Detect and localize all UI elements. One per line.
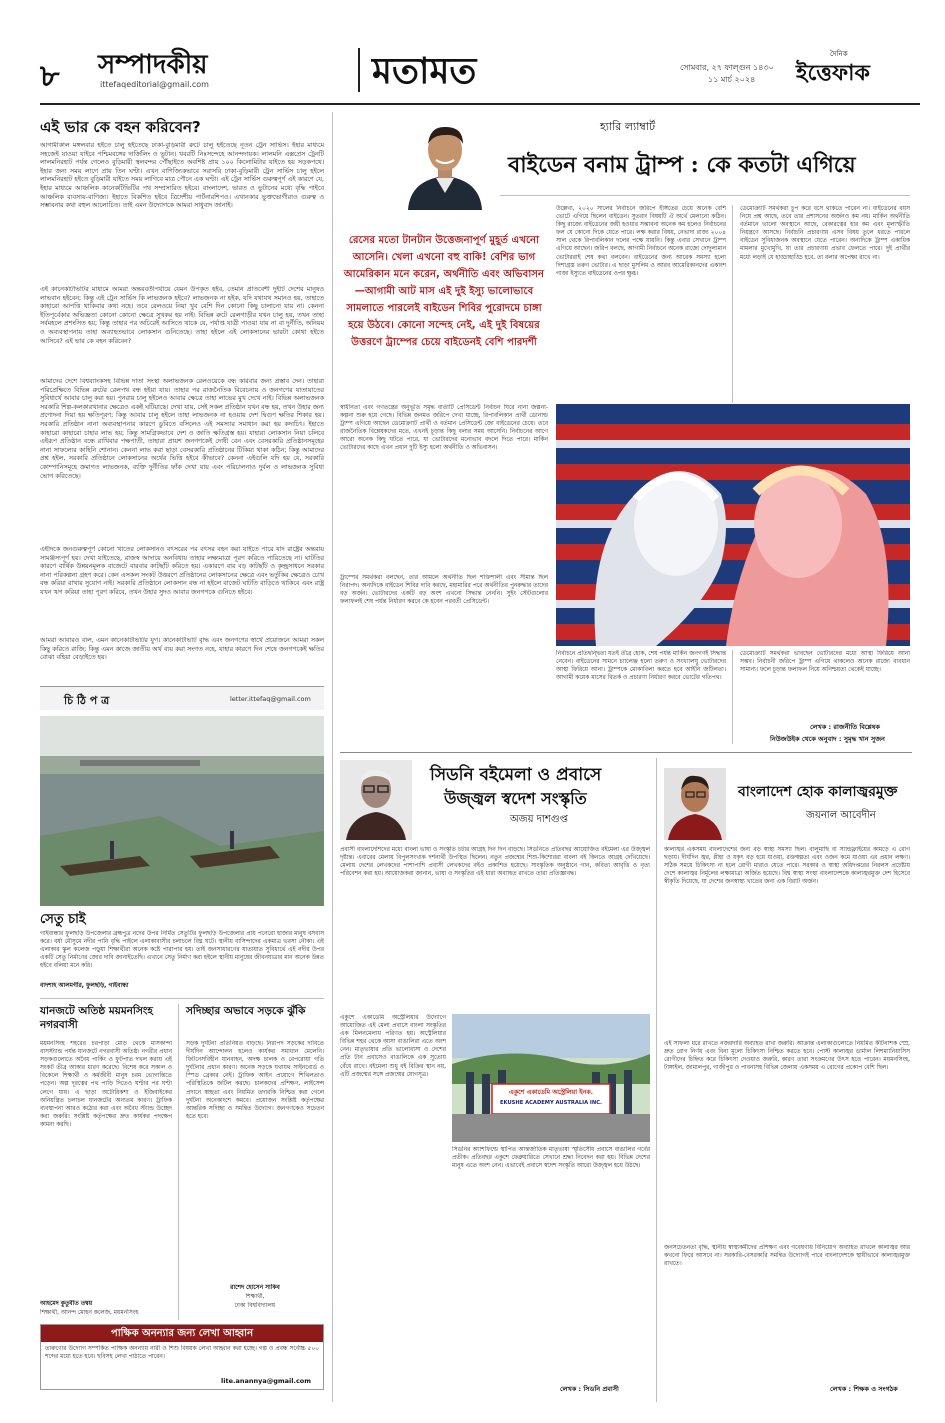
- main-col-2: ডেমোক্র্যাট সমর্থকরা চুপ করে বসে থাকতে পারেন না। বাইডেনের বয়স নিয়ে প্রশ্ন আছে, তবে তার প্রশাসনের অর্জনও কম নয়। মার্কিন অর্থনীতি বর্তমানে ভালো অবস্থানে আছে, বেকারত্বের হার কম এবং মূল্যস্ফীতি নিয়ন্ত্রণে আসছে। নির্বাচনি প্রচারণায় এসব বিষয় তুলে ধরতে পারলে বাইডেন সুবিধাজনক অবস্থানে যেতে পারেন। অন্যদিকে ট্রাম্প একাধিক মামলার মুখোমুখি, যা তার প্রচারণায় প্রভাব ফেলতে পারে। দুই প্রার্থীর মধ্যে লড়াই যে হাড্ডাহাড্ডি হবে, তা বলার অপেক্ষা রাখে না।: [740, 206, 910, 261]
- letters-header: [40, 686, 324, 710]
- letters-column-rule: [178, 1004, 179, 1320]
- kalazar-title: বাংলাদেশ হোক কালাজ্বরমুক্ত: [738, 784, 898, 800]
- editorial-paragraph-3: আমাদের দেশে বিশ্বব্যাংকসহ বিভিন্ন দাতা সংস্থা অলাভজনক রেলওয়েকে বন্ধ করিবার জন্য প্রস্তাব দেন। তাহারা পরিপ্রেক্ষিতে বিভিন্ন রুটের রেলপথ বন্ধ হইয়া যায়। তাহার পর রাজনৈতিক বিবেচনায় ও জনগণের যাতায়াতের সুবিধার্থে আবার চালু করা হয়। পুনরায় চালু হইলেও আবার ক্ষেত্রে তাহা লাভের মুখ দেখে নাই। বিভিন্ন অলাভজনক সরকারি শিল্প-কলকারখানার ক্ষেত্রেও একই ঘটিয়াছে। দেখা যায়, সেই সকল প্রতিষ্ঠান যখন বন্ধ হয়, তখন উহার জন্য প্রণোদনা দিয়া হয় ক্ষতিপূরণ; কিন্তু আবার চালু হইলে তাহা লাভজনক না হওয়ায় দেশ দ্বিগুণ ক্ষতির শিকার হয়। সরকারি প্রতিষ্ঠান নানা অব্যবস্থাপনার কারণে ডুবিতে বসিলেও এই সমস্যার সমাধান করা হয় কদাচিৎ। ইহাতে কাহারো কাহারো চাহার লাভ হয়; কিন্তু সামগ্রিকভাবে দেশ ও জাতি ক্ষতিগ্রস্ত হয়। যাহারা লোকসান নিয়া চলিবে এইরূপ প্রতিষ্ঠান বন্ধে রাখিবার পক্ষপাতী, তাহারা প্রায়শ জনগণকেই দোষী বেন এবং বেসরকারি প্রতিষ্ঠানসমূহের নানা সাফল্যের কাহিনি শোনান। কেননা লাভ করা ছাড়া বেসরকারি প্রতিষ্ঠানের টিকিয়া থাকা কঠিন; কিন্তু আমাদের প্রশ্ন হইল, সরকারি প্রতিষ্ঠানে লোকসানের অর্থের ভিত্তি হইবে কীভাবে? কেননা এইগুলি যদি হয় যে, সরকারি কোম্পানিসমূহে ক্রমাগত লাভজনক, ব্যক্তি দুর্নীতির ফাঁক দেখা যায় এবং পরিচালনাও দুর্বল ও লাভজনক সুবিধা ভোগ করিতেছে।: [40, 378, 324, 480]
- letter-2-body: ময়মনসিংহ শহরের চরপাড়া মোড় থেকে মাসকান্দা বাসস্ট্যান্ড পর্যন্ত যানজটে নগরবাসী অতিষ্ঠ। নগরীর প্রধান সড়কগুলোতে অবৈধ পার্কিং ও ফুটপাত দখল করায় এই সংকট তীব্র আকার ধারণ করেছে। বিশেষ করে সকাল ও বিকেলে শিক্ষার্থী ও কর্মজীবী মানুষ চরম ভোগান্তিতে পড়েন। অল্প দূরত্বের পথ পাড়ি দিতেও ঘণ্টার পর ঘণ্টা লেগে যায়। এ ছাড়া অটোরিকশা ও ইজিবাইকের অনিয়ন্ত্রিত চলাচল যানজটের অন্যতম কারণ। ট্রাফিক ব্যবস্থাপনা আরও কঠোর করা এবং অবৈধ স্ট্যান্ড উচ্ছেদ করা জরুরি। সংশ্লিষ্ট কর্তৃপক্ষের দ্রুত কার্যকর পদক্ষেপ কামনা করছি।: [40, 1041, 172, 1128]
- editorial-email[interactable]: ittefaqeditorial@gmail.com: [100, 80, 209, 89]
- letters-email[interactable]: letter.ittefaq@gmail.com: [230, 695, 311, 703]
- editorial-paragraph-4: এইদিকে জনগুরুত্বপূর্ণ কোনো খাতের লোকসানও বৎসরের পর বৎসর বহন করা যাইতে পারে যদি রাষ্ট্রের অন্তরায় সামঞ্জস্যপূর্ণ হয়। দেখা যাইতেছে, রাজস্ব আদায়ে অনবিধায় তাহার লক্ষ্যমাত্রা পূরণ করিতে পারিতেছে না। ঘাটতির কারণে বার্ষিক উন্নয়নমূলক বাজেটে বারবার কাটছাঁট করিতে হয়। একারণে বার বড় কাটছাঁট ও কৃচ্ছ্রসাধনে সরকার নানা পরিকল্পনা গ্রহণ করে। কেন এসকল সংকট উত্তরণে প্রতিষ্ঠানের লোকসানের ক্ষেত্রে এবং ভর্তুকির ক্ষেত্রেও চোখ বন্ধ করিয়া রাখার সুযোগ নাই। সরকারি প্রতিষ্ঠানে লোকসান বন্ধ না হইলে বাজেট ঘাটতি বাড়িতে থাকিবে এবং রাষ্ট্র যখন ঋণ করিয়া তাহা পূরণ করিবে, তখন উহার সুদও আবার জনগণকে গুনিতে হইবে।: [40, 546, 324, 596]
- masthead-small: দৈনিক: [830, 50, 848, 58]
- notice-title: পাক্ষিক অনন্যার জন্য লেখা আহ্বান: [41, 1325, 323, 1342]
- sydney-col-3: সিডনির অ্যাশফিল্ডে স্থাপিত আন্তর্জাতিক মাতৃভাষা স্মৃতিসৌধ প্রবাসে বাঙালির গর্বের প্রতীক। প্রতিবছর একুশে ফেব্রুয়ারিতে সেখানে শ্রদ্ধা নিবেদন করা হয়। বিভিন্ন দেশের মানুষ এতে অংশ নেন। এভাবেই প্রবাসে স্বদেশ সংস্কৃতি আরো উজ্জ্বল হয়ে উঠছে।: [452, 1147, 650, 1170]
- sydney-author: অজয় দাশগুপ্ত: [510, 814, 568, 825]
- editorial-paragraph-5: আমরা আবারও বলি, এমন কানেকটিভিটির যুগ। কানেকটিভিটি বৃদ্ধি এবং জনগণের স্বার্থে প্রয়োজনে আমরা সকল কিছু করিতে রাজি; কিন্তু এমন কাজে জাতীয় অর্থ ব্যয় করা সংগত নহে, যাহার কারণে দিন শেষে জনগণকেই ক্ষতির বোঝা বহিয়া বেড়াইতে হয়।: [40, 637, 324, 662]
- kalazar-byline: লেখক : শিক্ষক ও সংগঠক: [830, 1385, 898, 1393]
- date-line-1: সোমবার, ২৭ ফাল্গুন ১৪৩০: [680, 63, 774, 72]
- river-boat-photo: [40, 716, 324, 906]
- header-rule: [40, 103, 920, 105]
- editorial-paragraph-1: আগামীকাল মঙ্গলবার হইতে চালু হইতেছে ঢাকা-বুড়িমারী রুটে চালু হইতেছে নূতন ট্রেন সার্ভিস। ইহার মাধ্যমে সহজেই যাওয়া যাইবে পশ্চিমবঙ্গের দার্জিলিং ও ভুটান। খবরটি নিঃসন্দেহে আনন্দদায়ক। লালমনি এক্সপ্রেস ট্রেনটি লালমনিরহাট পর্যন্ত গেলেও বুড়িমারী স্থলবন্দর পৌঁছাইতে অবশিষ্ট প্রায় ১০০ কিলোমিটার যাইতে হয় সড়কপথে। ইহার জন্য সময় লাগে প্রায় তিন ঘণ্টা। এখন বাণিজ্যিকভাবে সরাসরি ঢাকা-বুড়িমারী ট্রেন সার্ভিস চালু হইলে লালমনিরহাট হইতে বুড়িমারী যাইতে সময় লাগিবে মাত্র পৌনে এক ঘণ্টা। এই ট্রেন সার্ভিস গুরুত্বপূর্ণ এই কারণে যে, ইহার মাধ্যমে আঞ্চলিক কানেকটিভিটির পথ সম্প্রসারিত হইবে। বাংলাদেশ, ভারত ও ভুটানের মধ্যে বৃদ্ধি পাইবে আঞ্চলিক ব্যবসায়-বাণিজ্য। ইহাতে বিকশিত হইবে ত্রিদেশীয় পার্টনারশিপও। এখানকার ভুক্তভোগীরাও গুরুত্ব ও সম্ভাবনার কথা বহুল আলোচিত। তাই এমন উদ্যোগকে আমরা সাধুবাদ জানাই।: [40, 142, 324, 210]
- sydney-title-2: উজ্জ্বল স্বদেশ সংস্কৃতি: [444, 789, 587, 808]
- kalazar-author: জয়নাল আবেদীন: [806, 810, 876, 821]
- author-top-name: হ্যারি ল্যাম্বার্ট: [600, 120, 656, 133]
- letter-3-signature-detail: শিক্ষার্থী,: [245, 1294, 265, 1300]
- banner-english: EKUSHE ACADEMY AUSTRALIA INC.: [500, 1100, 602, 1106]
- main-col-rule-2: [732, 650, 733, 744]
- header-divider: [358, 48, 360, 92]
- sydney-kalazar-rule: [656, 758, 657, 1402]
- sydney-byline: লেখক : সিডনি প্রবাসী: [560, 1385, 619, 1393]
- section-title: সম্পাদকীয়: [98, 50, 208, 80]
- page-header: [40, 40, 920, 102]
- sydney-col-2: একুশে একাডেমি অস্ট্রেলিয়ার উদ্যোগে আয়োজিত এই মেলা প্রবাসে বাংলা সংস্কৃতির এক মিলনমেলায় পরিণত হয়। অস্ট্রেলিয়ার বিভিন্ন শহর থেকে আসা বাঙালিরা এতে অংশ নেন। মাতৃভাষার প্রতি ভালোবাসা ও দেশের প্রতি টান প্রবাসেও বাঙালিকে এক সুতোয় বেঁধে রাখে। বইমেলা শুধু বই বিক্রির স্থান নয়, এটি প্রজন্মের সঙ্গে প্রজন্মের যোগসূত্র।: [340, 1015, 446, 1078]
- anannya-notice: [40, 1324, 324, 1390]
- kalazar-author-photo: [664, 768, 726, 840]
- ekushe-academy-photo: [452, 1014, 650, 1142]
- kalazar-body-2: এই সাফল্য ধরে রাখতে নজরদারি অব্যাহত রাখা জরুরি। আক্রান্ত এলাকাগুলোতে নিয়মিত কীটনাশক স্প্রে, দ্রুত রোগ নির্ণয় এবং বিনা মূল্যে চিকিৎসা নিশ্চিত করতে হবে। পোস্ট কালাজ্বর ডার্মাল লিশম্যানিয়াসিস রোগীদের চিহ্নিত করে চিকিৎসা দেওয়াও জরুরি, কারণ তারা সংক্রমণের উৎস হতে পারেন। ময়মনসিংহ, টাঙ্গাইল, জামালপুর, গাজীপুর ও পাবনাসহ বিভিন্ন জেলায় একসময় এ রোগের প্রকোপ বেশি ছিল।: [664, 1041, 910, 1072]
- page-number: ৮: [40, 59, 60, 94]
- biden-trump-image: [556, 404, 910, 646]
- main-col-rule-1: [732, 205, 733, 403]
- banner-bangla: একুশে একাডেমি অস্ট্রেলিয়া ইনক.: [508, 1089, 594, 1096]
- sydney-author-photo: [340, 760, 412, 840]
- notice-body: তারুণ্যের উদ্যোগ সম্পর্কিত পাক্ষিক অনন্যায় নারী ও শিশু বিষয়ক লেখা আহ্বান করা হচ্ছে। গল্প ও প্রবন্ধ সর্বোচ্চ ৫০০ শব্দের মধ্যে হতে হবে। ছবিসহ লেখা পাঠাতে পারেন।: [45, 1346, 319, 1361]
- masthead-logo: ইত্তেফাক: [796, 60, 870, 86]
- main-col-1: উল্লেখ্য, ২০২০ সালের নির্বাচনে জরিপে ইঙ্গিতের চেয়ে অনেক বেশি ভোটে এগিয়ে ছিলেন বাইডেন। সুতরাং বিষয়টি ঐ অর্থে মেলানো কঠিন। কিছু রাজ্যে বাইডেনের জয়ী হওয়ার সম্ভাবনা অনেক কম হলেও নির্বাচনের ফল যে কোনো দিকে যেতে পারে। লক্ষ করার বিষয়, নেভাদা রাজ্য ২০০৪ সাল থেকে রিপাবলিকান দলের পক্ষে যায়নি। কিন্তু এবার সেখানে ট্রাম্প এগিয়ে আছেন। জরিপ বলছে, আগামী নির্বাচনে অনেক রাজ্যে দোদুল্যমান ভোটাররাই শেষ কথা বলবেন। বাইডেনের জন্য আরেক সমস্যা হলো দিশাগ্রস্ত তরুণ ভোটার। এ ছাড়া মুসলিম ও আরব আমেরিকানদের একাংশ গাজা ইস্যুতে বাইডেনের ওপর ক্ষুব্ধ।: [556, 206, 726, 277]
- letter-1-body: গাইবান্ধার ফুলছড়ি উপজেলার ব্রহ্মপুত্র নদের উপর নির্মিত সেতুটির ফুলছড়ি উপজেলার প্রায় পনেরো হাজার মানুষ বসবাস করে। বর্ষা মৌসুমে নদীর পানি বৃদ্ধি পাইলে এলাকাবাসীর চলাচলে বিঘ্ন ঘটে। স্থানীয় বাসিন্দাদের একমাত্র ভরসা নৌকা। এই এলাকার স্কুল কলেজ পড়ুয়া শিক্ষার্থীরা অনেক কষ্টে পারাপার হয়। তাই জনসাধারণের যাতায়াত সুবিধার্থে এই নদীর উপর একটি সেতু নির্মাণের জোর দাবি জানাইতেছি। এখানে সেতু নির্মাণ করা হইলে স্থানীয় মানুষের জীবনযাত্রার মান অনেক উন্নত হইবে বলিয়া মনে করি।: [40, 931, 324, 970]
- mid-page-rule: [340, 752, 912, 753]
- main-byline-role: লেখক : রাজনীতি বিশ্লেষক: [810, 723, 880, 731]
- letters-divider: [40, 998, 324, 999]
- editorial-paragraph-2: এই কানেকটিভিটির মাধ্যমে আমরা অন্তরবর্তীপর্যায়ে যেমন উপকৃত হইব, তেমনি প্রতিবেশী দুইটি দেশের মানুষও লাভবান হইবেন; কিন্তু এই ট্রেন সার্ভিস কি লাভজনক হইবে? লাভজনক না হইক, যদি যথাযথ সমানও হয়, তাহাতে কাহারো আপত্তি থাকিবার কথা নহে। তবে রেলওয়ে নিয়া খুব বেশি দিন কোনো কিছু চালানো যায় না। কেননা ইতিপূর্বেকার অভিজ্ঞতা কোনো কোনো ক্ষেত্রে সুখকর হয় নাই। বিভিন্ন রুটে রেলগাড়ীর যখন চালু হয়, তখন তাহা সর্বমহলে প্রশংসিত হয়; কিন্তু তাহার পর অচিরেই আসিতে থাকে যে, পর্যাপ্ত যাত্রী পাওয়া যায় না বা দুর্নীতি, অনিয়ম ও অব্যবস্থাপনায় তাহা অব্যাহতভাবে লোকসান গুনিতেছে। তাহা হইলে এই লোকসানের ভারটা কোথা হইতে আসিবে? এই ভার কে বহন করিবেন?: [40, 286, 324, 345]
- main-col-4: নির্বাচনে প্রতিদ্বন্দ্বিতা যতই তীব্র হোক, শেষ পর্যন্ত মার্কিন জনগণই সিদ্ধান্ত নেবেন। বাইডেনের সামনে চ্যালেঞ্জ হলো তরুণ ও সংখ্যালঘু ভোটারদের আস্থা ফিরিয়ে আনা। ট্রাম্পকে মোকাবিলা করতে হবে আইনি জটিলতা। আগামী কয়েক মাসের বিতর্ক ও প্রচারণা নির্ধারণ করবে ভোটের গতিপথ।: [556, 651, 726, 682]
- letter-2-signature: আহমেদ কুতুবীত তম্বয়: [40, 1301, 93, 1307]
- letter-3-title: সদিচ্ছার অভাবে সড়কে ঝুঁকি: [186, 1005, 306, 1017]
- letters-title: চি ঠি প ত্র: [64, 694, 110, 707]
- kalazar-body-3: জনসচেতনতা বৃদ্ধি, স্থানীয় স্বাস্থ্যকর্মীদের প্রশিক্ষণ এবং গবেষণায় বিনিয়োগ অব্যাহত রাখলে কালাজ্বর আর কখনো ফিরে আসবে না। সরকারি-বেসরকারি সমন্বিত উদ্যোগই পারে বাংলাদেশকে স্থায়ীভাবে কালাজ্বরমুক্ত রাখতে।: [664, 1245, 910, 1268]
- kalazar-body-1: কালাজ্বর একসময় বাংলাদেশের জন্য বড় স্বাস্থ্য সমস্যা ছিল। বালুমাছি বা স্যান্ডফ্লাইয়ের কামড়ে এ রোগ ছড়ায়। দীর্ঘদিন জ্বর, প্লীহা ও যকৃৎ বড় হয়ে যাওয়া, রক্তস্বল্পতা এবং ওজন কমে যাওয়া এর প্রধান লক্ষণ। সঠিক সময়ে চিকিৎসা না হলে রোগী মারাও যেতে পারে। সরকার ও স্বাস্থ্য অধিদপ্তরের নিরলস প্রচেষ্টায় দেশে কালাজ্বর নির্মূলের লক্ষ্যমাত্রা অর্জিত হয়েছে। বিশ্ব স্বাস্থ্য সংস্থা বাংলাদেশকে কালাজ্বরমুক্ত দেশ হিসেবে স্বীকৃতি দিয়েছে, যা দেশের জনস্বাস্থ্য খাতের জন্য এক বিরাট অর্জন।: [664, 847, 910, 886]
- letter-2-title: যানজটে অতিষ্ঠ ময়মনসিংহ নগরবাসী: [40, 1005, 153, 1031]
- pull-quote: রেসের মতো টানটান উত্তেজনাপূর্ণ মুহূর্ত এখনো আসেনি। খেলা এখনো বহু বাকি! বেশির ভাগ আমেরিকান মনে করেন, অর্থনীতি এবং অভিবাসন—আগামী আট মাস এই দুই ইস্যু ভালোভাবে সামলাতে পারলেই বাইডেন শিবির পুরোদমে চাঙ্গা হয়ে উঠবে। কোনো সন্দেহ নেই, এই দুই বিষয়ের উত্তরণে ট্রাম্পের চেয়ে বাইডেনই বেশি পারদর্শী: [343, 235, 545, 348]
- notice-email[interactable]: lite.anannya@gmail.com: [221, 1377, 312, 1385]
- opinion-title: মতামত: [372, 50, 477, 92]
- main-col-5: ডেমোক্র্যাট সমর্থকরা ভাবছেন ভোটারদের মধ্যে আস্থা ফিরিয়ে আনা সম্ভব। নির্বাচনী জরিপে ট্রাম্প এগিয়ে থাকলেও অনেক রাজ্যে ব্যবধান সামান্য। ফলে চূড়ান্ত ফলাফল নিয়ে অনিশ্চয়তা থেকেই যাচ্ছে।: [740, 651, 910, 674]
- sydney-title-1: সিডনি বইমেলা ও প্রবাসে: [430, 765, 602, 785]
- editorial-title: এই ভার কে বহন করিবেন?: [40, 118, 201, 136]
- letter-1-signature: বাদশাহ আলমগীর, ফুলছড়ি, গাইবান্ধা: [40, 983, 129, 989]
- title-rule: [500, 195, 910, 196]
- main-article-title: বাইডেন বনাম ট্রাম্প : কে কতটা এগিয়ে: [508, 152, 856, 178]
- letter-3-signature: রাশেদ হোসেন সাকিব: [230, 1285, 280, 1291]
- letter-1-title: সেতু চাই: [40, 912, 86, 927]
- letter-3-body: সড়ক দুর্ঘটনা প্রতিনিয়ত বাড়ছে। নিরাপদ সড়কের দাবিতে দীর্ঘদিন আন্দোলন হলেও কার্যকর সমাধান মেলেনি। ফিটনেসবিহীন যানবাহন, অদক্ষ চালক ও বেপরোয়া গতি দুর্ঘটনার প্রধান কারণ। অনেক সড়কে যথাযথ সাইনবোর্ড ও স্পিড ব্রেকার নেই। ট্রাফিক আইন প্রয়োগে শিথিলতাও পরিস্থিতিকে জটিল করছে। চালকদের প্রশিক্ষণ, লাইসেন্স প্রদানে স্বচ্ছতা এবং নিয়মিত তদারকি নিশ্চিত করা গেলে দুর্ঘটনা অনেকাংশে কমবে। প্রয়োজন সংশ্লিষ্ট কর্তৃপক্ষের আন্তরিক সদিচ্ছা ও সমন্বিত উদ্যোগ। জনগণকেও সচেতন হতে হবে।: [186, 1041, 324, 1120]
- main-column-rule: [332, 112, 333, 1402]
- main-col-3b: ট্রাম্পের সমর্থকরা বলছেন, তার আমলে অর্থনীতি ছিল শক্তিশালী এবং সীমান্ত ছিল নিরাপদ। অন্যদিকে বাইডেন শিবির দাবি করছে, মহামারির পরে অর্থনীতির পুনরুদ্ধার তাদের বড় অর্জন। ভোটারদের একটি বড় অংশ এখনো সিদ্ধান্ত নেননি। সুইং স্টেটগুলোর ফলাফলই শেষ পর্যন্ত নির্ধারণ করবে কে হবেন পরবর্তী প্রেসিডেন্ট।: [340, 575, 548, 606]
- author-portrait: [400, 118, 490, 210]
- letter-2-signature-detail: শিক্ষার্থী, আনন্দ মোহন কলেজ, ময়মনসিংহ: [40, 1310, 139, 1316]
- main-col-3a: স্বাধীনতা এবং গণতন্ত্রের অনুভূতি সমৃদ্ধ বার্তাটি প্রেসিডেন্ট নির্বাচন ঘিরে নানা জল্পনা-কল্পনা শুরু হয়ে গেছে। বিভিন্ন জনমত জরিপে দেখা যাচ্ছে, রিপাবলিকান প্রার্থী ডোনাল্ড ট্রাম্প এগিয়ে আছেন ডেমোক্র্যাট প্রার্থী ও বর্তমান প্রেসিডেন্ট জো বাইডেনের চেয়ে। তবে রাজনৈতিক বিশ্লেষকদের মতে, এখনই চূড়ান্ত কিছু বলার সময় আসেনি। নির্বাচনের আগে আরো অনেক কিছু ঘটতে পারে, যা ভোটারদের মনোভাব বদলে দিতে পারে। মার্কিন ভোটারদের কাছে এখন প্রধান দুটি ইস্যু হলো অর্থনীতি ও অভিবাসন।: [340, 405, 548, 452]
- sydney-col-1: প্রবাসী বাংলাদেশিদের মধ্যে বাংলা ভাষা ও সংস্কৃতি চর্চার আগ্রহ দিন দিন বাড়ছে। সিডনিতে প্রতিবছর আয়োজিত বইমেলা এর উজ্জ্বল দৃষ্টান্ত। এবারের মেলায় বিপুলসংখ্যক দর্শনার্থী উপস্থিত ছিলেন। নতুন প্রজন্মের শিশু-কিশোররা বাংলা বই কিনতে আগ্রহ দেখিয়েছে। মেলায় দেশের লেখকদের পাশাপাশি প্রবাসী লেখকদের বইও প্রকাশিত হয়েছে। সাংস্কৃতিক অনুষ্ঠানে গান, কবিতা আবৃত্তি ও নৃত্য পরিবেশন করা হয়। আয়োজকরা জানান, ভাষা ও সংস্কৃতির এই ধারা অব্যাহত রাখতে তারা প্রতিজ্ঞাবদ্ধ।: [340, 847, 650, 878]
- letter-3-signature-detail-2: ঢাকা বিশ্ববিদ্যালয়: [234, 1303, 276, 1309]
- main-byline-source: নিউজউইক থেকে অনুবাদ : সুমৃদ্ধ খান সুজন: [770, 735, 885, 743]
- date-line-2: ১১ মার্চ ২০২৪: [708, 75, 756, 84]
